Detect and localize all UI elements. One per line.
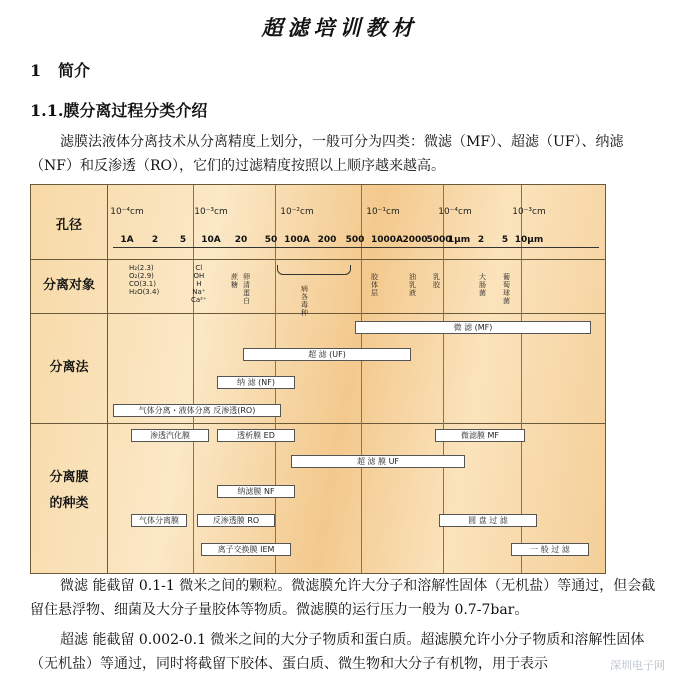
membrane-bar-reverse-osmosis: 反渗透膜 RO (197, 514, 275, 527)
virus-range-brace (277, 265, 351, 275)
tick-label: 5 (179, 235, 187, 245)
tick-label: 200 (317, 235, 337, 245)
virus-label: 病 各 毒 种 (301, 285, 308, 317)
ultrafiltration-paragraph (30, 628, 662, 676)
membrane-separation-chart (30, 184, 606, 574)
tick-label: 50 (264, 235, 278, 245)
tick-label: 5 (501, 235, 509, 245)
document-title: 超滤培训教材 (261, 15, 418, 40)
exponent-label: 10⁻⁴cm (110, 207, 144, 217)
row-divider (31, 423, 605, 424)
tick-label: 10A (201, 235, 221, 245)
method-bar-nf: 纳 滤 (NF) (217, 376, 295, 389)
tick-label: 1μm (447, 235, 471, 245)
exponent-label: 10⁻³cm (194, 207, 228, 217)
section-heading (30, 58, 90, 81)
membrane-bar-nanofiltration: 纳滤膜 NF (217, 485, 295, 498)
ions-label: Cl OH H Na⁺ Ca²⁺ (191, 264, 207, 304)
tick-label: 1A (120, 235, 134, 245)
tick-label: 2 (477, 235, 485, 245)
tick-label: 20 (234, 235, 248, 245)
section-number: 1 (30, 61, 42, 80)
membrane-bar-disc-filter: 圆 盘 过 滤 (439, 514, 537, 527)
tick-label: 500 (345, 235, 365, 245)
protein-label: 卵 清 蛋 白 (243, 273, 250, 305)
row-label-object: 分离对象 (42, 278, 95, 293)
decade-line (193, 185, 194, 573)
tick-label: 2 (151, 235, 159, 245)
section-title: 简介 (58, 61, 91, 80)
method-bar-ro: 气体分离・液体分离 反渗透(RO) (113, 404, 281, 417)
membrane-bar-ion-exchange: 离子交换膜 IEM (201, 543, 291, 556)
row-label-method: 分离法 (49, 360, 89, 375)
tick-label: 1000A (370, 235, 404, 245)
subsection-heading: 1.1.膜分离过程分类介绍 (30, 101, 208, 120)
microfiltration-text: 能截留 0.1-1 微米之间的颗粒。微滤膜允许大分子和溶解性固体（无机盐）等通过，但会截留住悬浮物、细菌及大分子量胶体等物质。微滤膜的运行压力一般为 0.7-7bar。 (30, 578, 656, 618)
exponent-label: 10⁻³cm (512, 207, 546, 217)
membrane-bar-pervaporation: 渗透汽化膜 (131, 429, 209, 442)
membrane-bar-gas-separation: 气体分离膜 (131, 514, 187, 527)
ultrafiltration-text: 能截留 0.002-0.1 微米之间的大分子物质和蛋白质。超滤膜允许小分子物质和溶解性固体（无机盐）等通过，同时将截留下胶体、蛋白质、微生物和大分子有机物，用于表示 (30, 632, 645, 672)
tick-label: 2000 (402, 235, 428, 245)
tick-label: 10μm (514, 235, 544, 245)
membrane-bar-microfiltration: 微滤膜 MF (435, 429, 525, 442)
row-label-pore: 孔径 (55, 218, 82, 233)
row-label-membrane-1: 分离膜 (49, 470, 89, 485)
ultrafiltration-term: 超滤 (60, 632, 88, 648)
exponent-label: 10⁻⁴cm (438, 207, 472, 217)
method-bar-mf: 微 滤 (MF) (355, 321, 591, 334)
latex-label: 油 乳 液 (409, 273, 416, 297)
exponent-label: 10⁻¹cm (366, 207, 400, 217)
membrane-bar-dialysis: 透析膜 ED (217, 429, 295, 442)
microfiltration-paragraph (30, 574, 662, 622)
method-bar-uf: 超 滤 (UF) (243, 348, 411, 361)
bacteria-label: 大 肠 菌 (479, 273, 486, 297)
pore-size-axis (113, 247, 599, 248)
exponent-label: 10⁻²cm (280, 207, 314, 217)
watermark: 深圳电子网 (610, 659, 665, 672)
tick-label: 100A (284, 235, 310, 245)
intro-paragraph: 滤膜法液体分离技术从分离精度上划分，一般可分为四类：微滤（MF）、超滤（UF）、纳滤（NF）和反渗透（RO），它们的过滤精度按照以上顺序越来越高。 (30, 134, 624, 174)
row-label-membrane-2: 的种类 (49, 496, 89, 511)
cells-label: 葡 萄 球 菌 (503, 273, 510, 305)
colloid-label: 胶 体 层 (371, 273, 378, 297)
row-divider (31, 259, 605, 260)
sugar-label: 蔗 糖 (231, 273, 238, 289)
membrane-bar-general-filtration: 一 般 过 滤 (511, 543, 589, 556)
emulsion-label: 乳 胶 (433, 273, 440, 289)
tick-label: 5000 (426, 235, 452, 245)
microfiltration-term: 微滤 (60, 578, 88, 594)
gas-molecules-label: H₂(2.3) O₂(2.9) CO(3.1) H₂O(3.4) (129, 264, 160, 296)
membrane-bar-ultrafiltration: 超 滤 膜 UF (291, 455, 465, 468)
label-column-divider (107, 185, 108, 573)
